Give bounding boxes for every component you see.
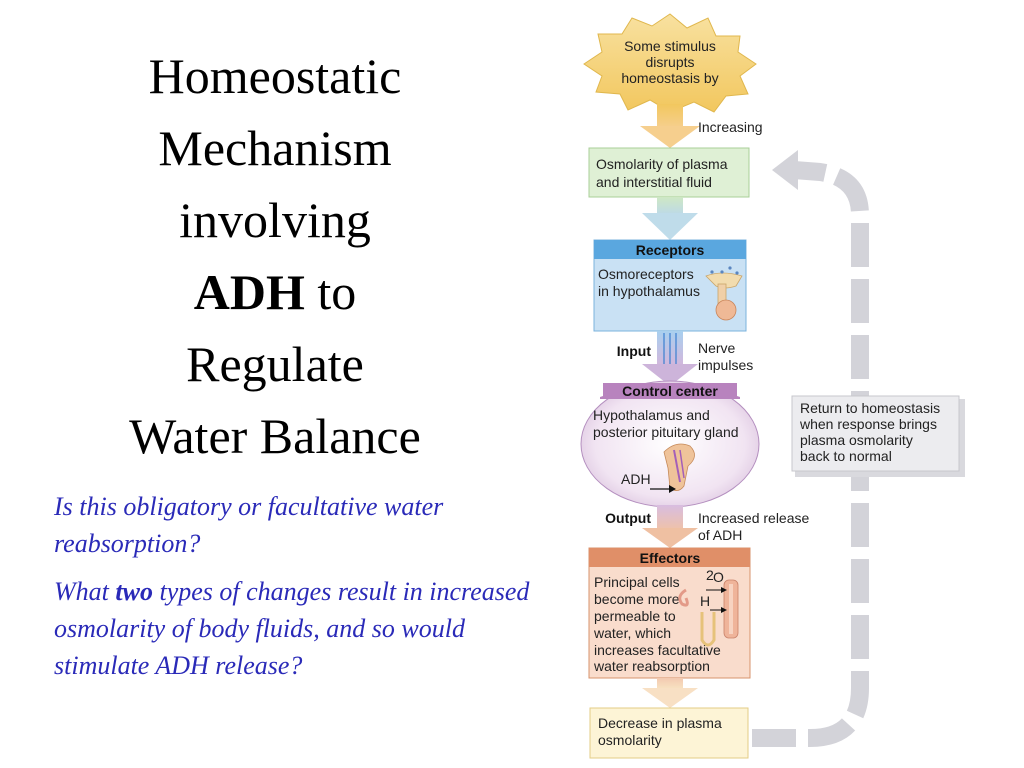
increasing-label: Increasing	[698, 119, 763, 135]
osmolarity-box	[589, 148, 749, 197]
question-2-bold: two	[115, 577, 153, 606]
nerve-line-1: Nerve	[698, 340, 736, 356]
h2o-subscript: 2	[706, 567, 714, 583]
effectors-line-3: permeable to	[594, 608, 676, 624]
input-label: Input	[616, 343, 651, 359]
effectors-box	[589, 548, 750, 678]
effectors-line-6: water reabsorption	[594, 658, 710, 674]
control-center	[581, 381, 759, 507]
question-2-start: What	[54, 577, 116, 606]
decrease-line-2: osmolarity	[598, 732, 662, 748]
effectors-line-5: increases facultative	[594, 642, 721, 658]
h2o-o: O	[713, 569, 724, 585]
return-box	[792, 396, 965, 477]
decrease-box	[590, 708, 748, 758]
osmolarity-line-2: and interstitial fluid	[596, 174, 712, 190]
receptors-line-1: Osmoreceptors	[598, 266, 694, 282]
arrow-stimulus-to-osmolarity	[640, 104, 700, 148]
receptors-line-2: in hypothalamus	[598, 283, 700, 299]
title-line: Water Balance	[129, 408, 421, 464]
return-line-3: plasma osmolarity	[800, 432, 913, 448]
effectors-line-1: Principal cells	[594, 574, 680, 590]
nerve-line-2: impulses	[698, 357, 754, 373]
h2o-h: H	[700, 593, 711, 609]
stimulus-line-1: Some stimulus	[624, 38, 716, 54]
effectors-header: Effectors	[639, 550, 701, 566]
decrease-line-1: Decrease in plasma	[598, 715, 722, 731]
control-line-2: posterior pituitary gland	[593, 424, 739, 440]
arrow-effectors-to-decrease	[642, 678, 698, 708]
osmolarity-line-1: Osmolarity of plasma	[596, 156, 728, 172]
return-line-1: Return to homeostasis	[800, 400, 941, 416]
title-line: Regulate	[186, 336, 364, 392]
question-1: Is this obligatory or facultative water reabsorption?	[54, 492, 444, 558]
title-line: involving	[179, 192, 371, 248]
title-line: Mechanism	[158, 120, 392, 176]
receptors-header: Receptors	[635, 242, 705, 258]
control-line-1: Hypothalamus and	[593, 407, 710, 423]
stimulus-burst	[584, 14, 756, 112]
output-label: Output	[605, 510, 651, 526]
effectors-line-2: become more	[594, 591, 680, 607]
title-line: Homeostatic	[148, 48, 402, 104]
stimulus-line-3: homeostasis by	[621, 70, 719, 86]
question-2-end: types of changes result in increased osmolarity of body fluids, and so would stimulate ADH release?	[54, 577, 530, 680]
return-line-4: back to normal	[800, 448, 892, 464]
arrow-osmolarity-to-receptors	[642, 197, 698, 240]
adh-label: ADH	[621, 471, 651, 487]
title-adh: ADH	[193, 264, 305, 320]
title-to: to	[304, 264, 357, 320]
receptors-box	[594, 240, 746, 331]
control-center-header: Control center	[622, 383, 718, 399]
release-line-2: of ADH	[698, 527, 743, 543]
stimulus-line-2: disrupts	[645, 54, 695, 70]
effectors-line-4: water, which	[594, 625, 672, 641]
release-line-1: Increased release	[698, 510, 810, 526]
return-line-2: when response brings	[800, 416, 937, 432]
